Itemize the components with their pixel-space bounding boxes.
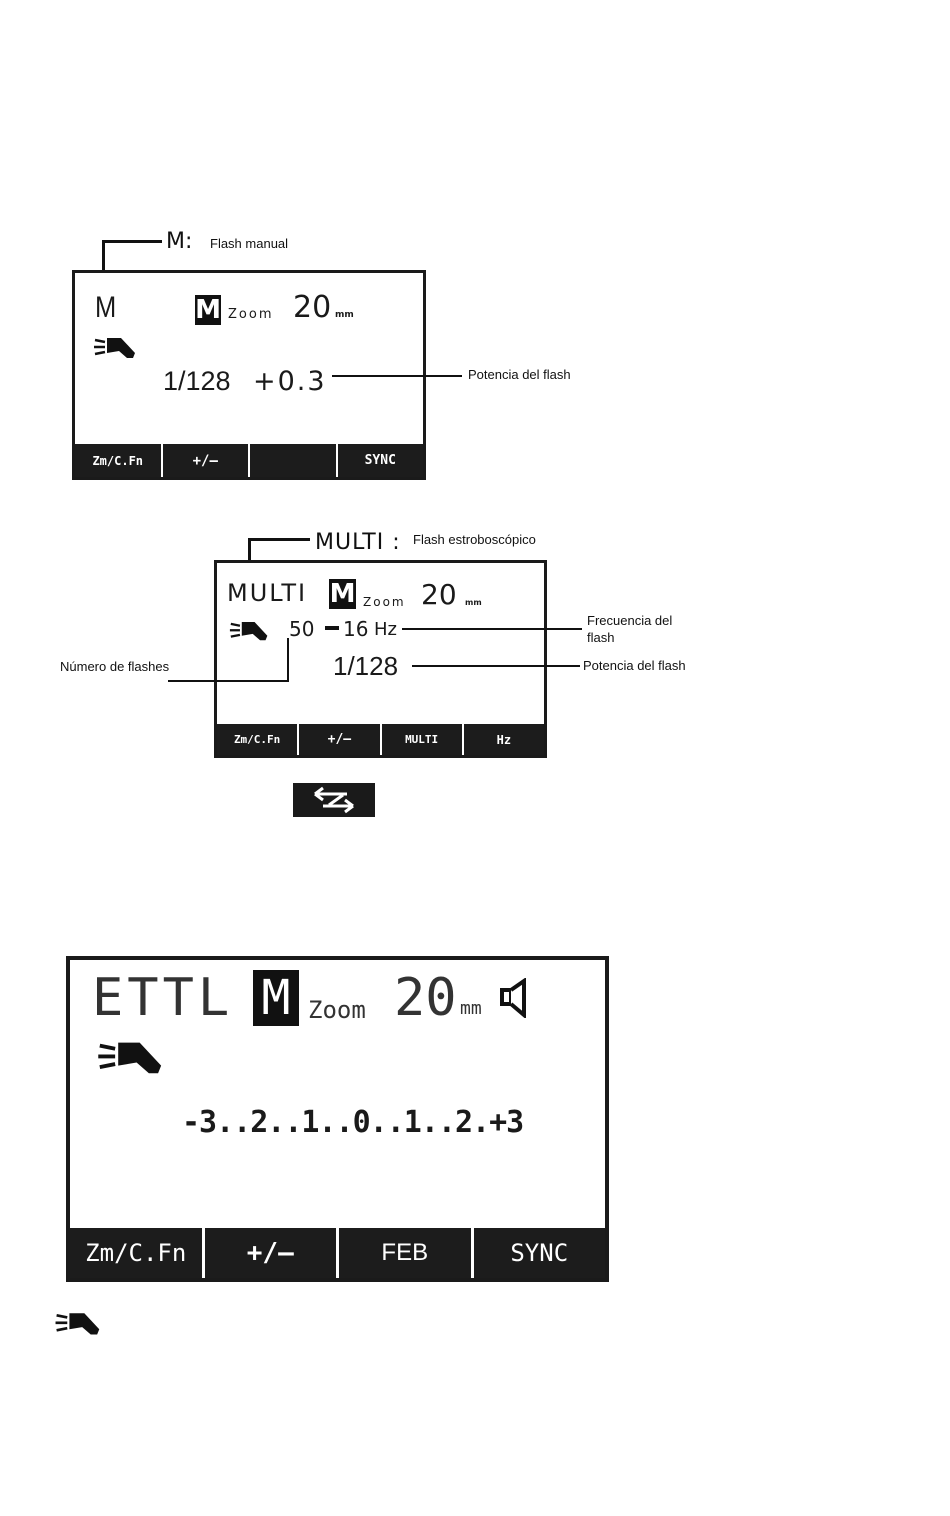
flash-count: 50 [289, 617, 315, 641]
flash-power: 1/128 [333, 651, 399, 681]
panel1-callout-mode: M: [166, 229, 193, 254]
zoom-value: 20 [293, 290, 332, 325]
speaker-icon [500, 978, 530, 1018]
power-label: Potencia del flash [468, 367, 571, 382]
plus-minus-button[interactable]: +/– [205, 1228, 337, 1278]
power-leader-line [332, 375, 462, 377]
lcd-button-bar [70, 1228, 605, 1278]
feb-button[interactable]: FEB [339, 1228, 471, 1278]
lcd-panel-multi [214, 560, 547, 758]
flash-power: 1/128 [163, 366, 231, 396]
manual-mode-icon: M [329, 579, 356, 609]
count-leader-vertical [287, 638, 289, 682]
lcd-button-bar [75, 444, 423, 477]
lcd-panel-ettl [66, 956, 609, 1282]
panel2-callout-desc: Flash estroboscópico [413, 532, 536, 547]
flash-frequency: 16 [343, 617, 369, 641]
count-label: Número de flashes [60, 659, 170, 674]
count-frequency-dash [325, 626, 339, 630]
exposure-scale: -3..2..1..0..1..2.+3 [182, 1105, 524, 1140]
plus-minus-button[interactable]: +/– [299, 724, 379, 755]
hz-button[interactable]: Hz [464, 724, 544, 755]
zm-cfn-button[interactable]: Zm/C.Fn [217, 724, 297, 755]
lcd-button-bar [217, 724, 544, 755]
frequency-unit: Hz [374, 619, 397, 640]
zoom-unit: mm [335, 310, 354, 320]
panel2-callout-mode: MULTI : [315, 530, 401, 555]
power-leader-line [412, 665, 580, 667]
mode-label: M [95, 291, 117, 324]
panel1-callout-desc: Flash manual [210, 236, 289, 251]
zoom-unit: mm [465, 598, 482, 607]
multi-button[interactable]: MULTI [382, 724, 462, 755]
flash-head-icon [96, 1038, 168, 1084]
power-label: Potencia del flash [583, 658, 686, 673]
mode-label: ETTL [92, 968, 234, 1028]
zoom-label: Zoom [308, 996, 366, 1024]
zoom-value: 20 [394, 968, 457, 1028]
mode-label: MULTI [227, 579, 308, 607]
zoom-label: Zoom [228, 307, 274, 322]
zoom-value: 20 [421, 578, 457, 611]
zm-cfn-button[interactable]: Zm/C.Fn [70, 1228, 202, 1278]
count-leader-horizontal [168, 680, 289, 682]
zoom-unit: mm [460, 998, 482, 1019]
zoom-label: Zoom [363, 595, 406, 609]
empty-button[interactable] [250, 444, 336, 477]
sync-button[interactable]: SYNC [338, 444, 424, 477]
switch-arrows-icon [293, 783, 375, 817]
manual-mode-icon: M [195, 295, 221, 325]
zm-cfn-button[interactable]: Zm/C.Fn [75, 444, 161, 477]
frequency-leader-line [402, 628, 582, 630]
flash-head-icon [229, 619, 271, 647]
flash-head-icon [54, 1310, 104, 1342]
flash-compensation: +0.3 [253, 366, 327, 397]
frequency-label: Frecuencia del flash [587, 613, 673, 645]
flash-head-icon [93, 335, 139, 365]
plus-minus-button[interactable]: +/– [163, 444, 249, 477]
manual-mode-icon: M [253, 970, 299, 1026]
sync-button[interactable]: SYNC [474, 1228, 606, 1278]
